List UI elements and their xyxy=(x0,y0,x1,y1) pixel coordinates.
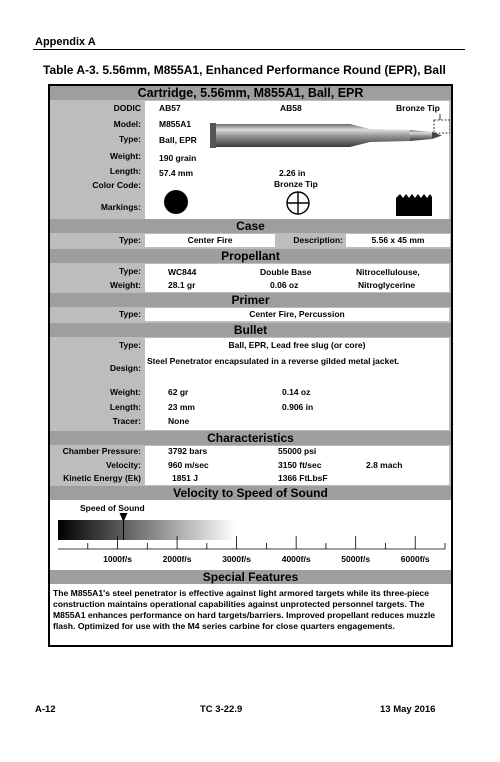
propellant-weight-label: Weight: xyxy=(109,280,141,290)
length-label: Length: xyxy=(109,166,141,176)
propellant-rows xyxy=(50,263,451,293)
kinetic-energy-1: 1851 J xyxy=(172,473,198,483)
characteristics-title: Characteristics xyxy=(50,431,451,445)
header-rule xyxy=(33,49,465,50)
primer-type-value: Center Fire, Percussion xyxy=(145,308,449,321)
bullet-rows xyxy=(50,337,451,431)
bullet-design-label: Design: xyxy=(109,363,141,373)
velocity-tick-label: 5000f/s xyxy=(341,554,371,564)
footer-page: A-12 xyxy=(35,704,56,715)
case-type-value: Center Fire xyxy=(145,234,275,247)
propellant-title: Propellant xyxy=(50,249,451,263)
velocity-scale xyxy=(50,500,451,566)
cartridge-title: Cartridge, 5.56mm, M855A1, Ball, EPR xyxy=(50,86,451,100)
case-desc-label: Description: xyxy=(293,235,343,245)
footer-doc: TC 3-22.9 xyxy=(200,704,243,715)
bullet-design-value: Steel Penetrator encapsulated in a reverse gilded metal jacket. xyxy=(147,356,400,366)
special-text: The M855A1's steel penetrator is effective against light armored targets while its three-piece construction maintains operational capabilities against unprotected personnel targets. The M855A1 enhances performance on hard targets/barriers. Improved propellant reduces muzzle flash. Optimized for use with the M4 series carbine for close quarters engagements. xyxy=(53,588,436,631)
bullet-weight-2: 0.14 oz xyxy=(282,387,311,397)
weight-label: Weight: xyxy=(109,151,141,161)
velocity-tick-label: 2000f/s xyxy=(162,554,192,564)
primer-title: Primer xyxy=(50,293,451,307)
footer-date: 13 May 2016 xyxy=(380,704,436,715)
bullet-weight-1: 62 gr xyxy=(168,387,189,397)
bullet-weight-label: Weight: xyxy=(109,387,141,397)
special-title: Special Features xyxy=(50,570,451,584)
model-value: M855A1 xyxy=(159,119,192,129)
bullet-tracer-value: None xyxy=(168,416,190,426)
color-code-value: Bronze Tip xyxy=(274,179,318,189)
velocity-tick-label: 6000f/s xyxy=(400,554,430,564)
dodic-label: DODIC xyxy=(113,103,141,113)
section-header: Appendix A xyxy=(35,36,96,48)
case-title: Case xyxy=(50,219,451,233)
velocity-2: 3150 ft/sec xyxy=(278,460,322,470)
bullet-length-2: 0.906 in xyxy=(282,402,314,412)
propellant-weight-2: 0.06 oz xyxy=(270,280,299,290)
tip-length-value: 2.26 in xyxy=(279,168,306,178)
kinetic-energy-label: Kinetic Energy (Ek) xyxy=(63,473,141,483)
table-title: Table A-3. 5.56mm, M855A1, Enhanced Performance Round (EPR), Ball xyxy=(43,63,446,77)
weight-value: 190 grain xyxy=(159,153,197,163)
length-value: 57.4 mm xyxy=(159,168,194,178)
characteristics-rows xyxy=(50,445,451,486)
dodic-2: AB58 xyxy=(280,103,302,113)
bronze-tip-label: Bronze Tip xyxy=(396,103,440,113)
velocity-1: 960 m/sec xyxy=(168,460,209,470)
marking-black-circle xyxy=(164,190,188,214)
velocity-panel xyxy=(50,500,451,566)
type-value: Ball, EPR xyxy=(159,135,197,145)
kinetic-energy-2: 1366 FtLbsF xyxy=(278,473,328,483)
markings-label: Markings: xyxy=(100,202,141,212)
bullet-white xyxy=(145,338,449,430)
propellant-type-label: Type: xyxy=(118,266,141,276)
bullet-title: Bullet xyxy=(50,323,451,337)
dodic-1: AB57 xyxy=(159,103,181,113)
propellant-type-2: Double Base xyxy=(260,267,312,277)
ammo-table xyxy=(48,84,453,647)
bullet-type-value: Ball, EPR, Lead free slug (or core) xyxy=(228,340,366,350)
velocity-3: 2.8 mach xyxy=(366,460,403,470)
propellant-weight-1: 28.1 gr xyxy=(168,280,196,290)
bullet-tracer-label: Tracer: xyxy=(112,416,141,426)
velocity-tick-label: 1000f/s xyxy=(103,554,132,564)
type-label: Type: xyxy=(118,134,141,144)
chamber-pressure-2: 55000 psi xyxy=(278,446,317,456)
velocity-tick-label: 3000f/s xyxy=(222,554,252,564)
velocity-tick-label: 4000f/s xyxy=(281,554,311,564)
model-label: Model: xyxy=(113,119,141,129)
velocity-title: Velocity to Speed of Sound xyxy=(50,486,451,500)
bullet-length-label: Length: xyxy=(109,402,141,412)
propellant-type-1: WC844 xyxy=(168,267,197,277)
case-row xyxy=(50,233,451,249)
primer-row xyxy=(50,307,451,323)
velocity-label: Velocity: xyxy=(106,460,141,470)
chamber-pressure-label: Chamber Pressure: xyxy=(62,446,141,456)
bullet-length-1: 23 mm xyxy=(168,402,195,412)
primer-type-label: Type: xyxy=(118,309,141,319)
color-code-label: Color Code: xyxy=(92,180,141,190)
bullet-type-label: Type: xyxy=(118,340,141,350)
case-desc-value: 5.56 x 45 mm xyxy=(346,234,450,247)
propellant-type-3: Nitrocellulouse, xyxy=(356,267,420,277)
propellant-weight-3: Nitroglycerine xyxy=(358,280,416,290)
cartridge-illustration xyxy=(210,114,450,156)
chamber-pressure-1: 3792 bars xyxy=(168,446,208,456)
case-type-label: Type: xyxy=(118,235,141,245)
marking-notched-icon xyxy=(396,194,432,216)
marking-crosshair-icon xyxy=(285,190,311,216)
speed-of-sound-label: Speed of Sound xyxy=(80,503,145,513)
